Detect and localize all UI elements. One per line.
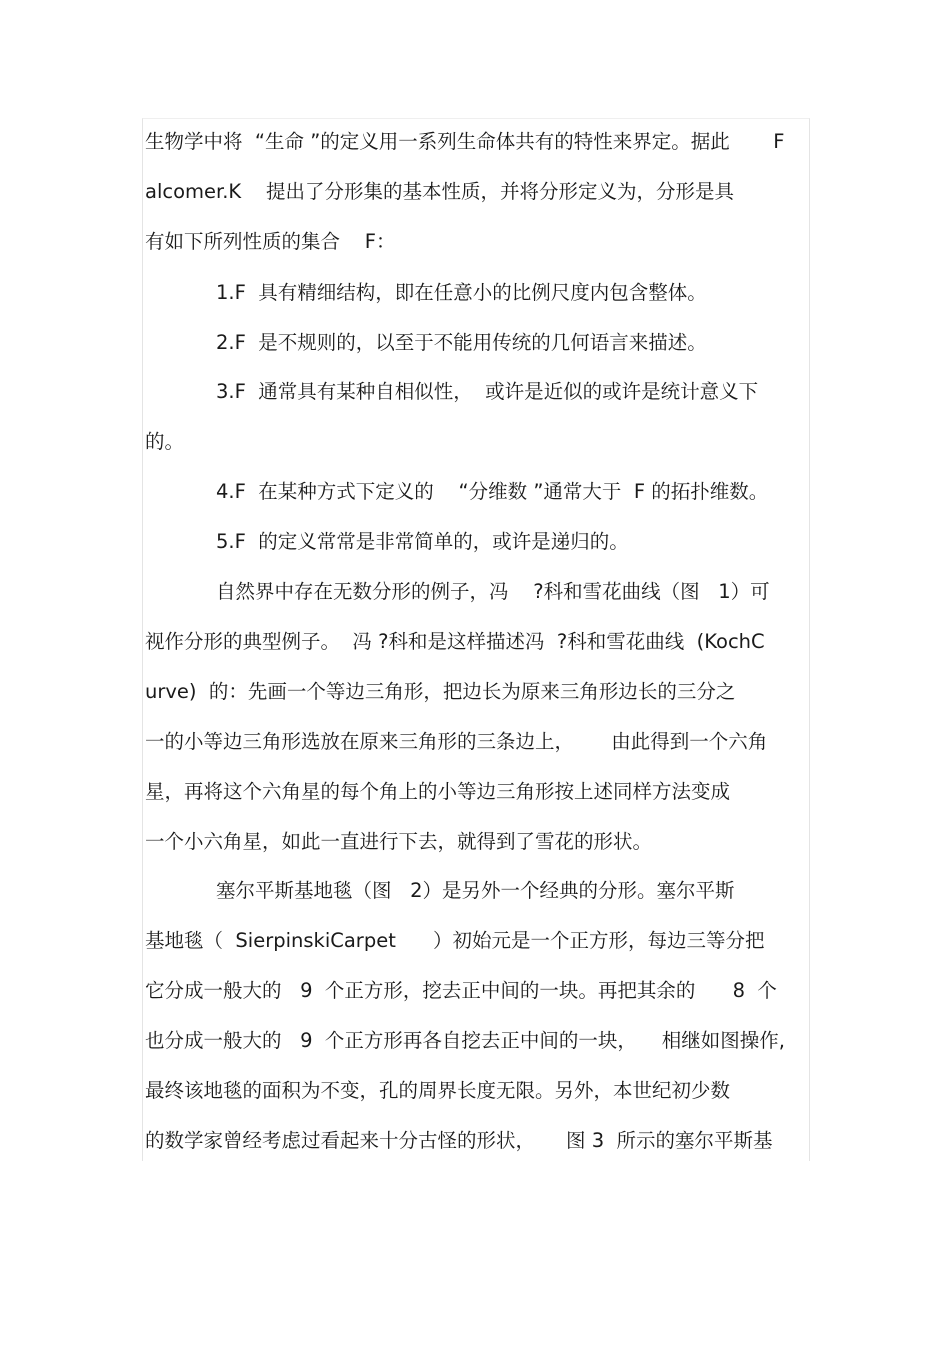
paragraph-start: 塞尔平斯基地毯（图 2）是另外一个经典的分形。塞尔平斯 — [216, 879, 735, 902]
text-line: 一的小等边三角形选放在原来三角形的三条边上， 由此得到一个六角 — [145, 730, 768, 753]
text-line: 也分成一般大的 9 个正方形再各自挖去正中间的一块， 相继如图操作, — [145, 1029, 785, 1052]
text-line: 星，再将这个六角星的每个角上的小等边三角形按上述同样方法变成 — [145, 780, 731, 803]
text-line: 它分成一般大的 9 个正方形，挖去正中间的一块。再把其余的 8 个 — [145, 979, 777, 1002]
list-item: 5.F 的定义常常是非常简单的，或许是递归的。 — [216, 530, 629, 553]
list-item: 3.F 通常具有某种自相似性， 或许是近似的或许是统计意义下 — [216, 380, 759, 403]
list-item: 2.F 是不规则的，以至于不能用传统的几何语言来描述。 — [216, 331, 707, 354]
text-line: urve) 的：先画一个等边三角形，把边长为原来三角形边长的三分之 — [145, 680, 736, 703]
text-line: alcomer.K 提出了分形集的基本性质，并将分形定义为，分形是具 — [145, 180, 735, 203]
text-line: 生物学中将 “生命 ”的定义用一系列生命体共有的特性来界定。据此 F — [145, 130, 785, 153]
text-line: 的。 — [145, 430, 185, 453]
text-line: 有如下所列性质的集合 F： — [145, 230, 396, 253]
text-line: 基地毯（ SierpinskiCarpet ）初始元是一个正方形，每边三等分把 — [145, 929, 765, 952]
list-item: 1.F 具有精细结构，即在任意小的比例尺度内包含整体。 — [216, 281, 707, 304]
text-line: 最终该地毯的面积为不变，孔的周界长度无限。另外，本世纪初少数 — [145, 1079, 731, 1102]
text-line: 一个小六角星，如此一直进行下去，就得到了雪花的形状。 — [145, 830, 653, 853]
list-item: 4.F 在某种方式下定义的 “分维数 ”通常大于 F 的拓扑维数。 — [216, 480, 769, 503]
text-line: 的数学家曾经考虑过看起来十分古怪的形状， 图 3 所示的塞尔平斯基 — [145, 1129, 773, 1152]
text-line: 视作分形的典型例子。 冯 ?科和是这样描述冯 ?科和雪花曲线 (KochC — [145, 630, 765, 653]
paragraph-start: 自然界中存在无数分形的例子，冯 ?科和雪花曲线（图 1）可 — [216, 580, 770, 603]
